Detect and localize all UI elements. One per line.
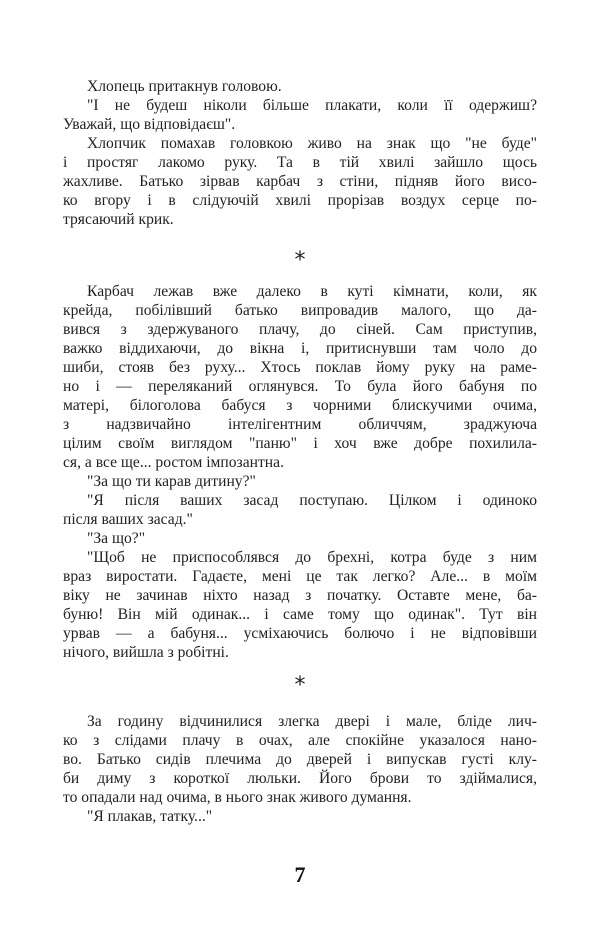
- text-line: "Я плакав, татку...": [87, 808, 213, 825]
- text-line: трясаючий крик.: [63, 211, 174, 228]
- text-line: "І не будеш ніколи більше плакати, коли її одержиш?: [87, 97, 537, 114]
- text-line: ко вгору і в слідуючій хвилі прорізав воздух серце по-: [63, 192, 537, 209]
- text-line: то опадали над очима, в нього знак живого думання.: [63, 789, 412, 806]
- section-separator-2: *: [294, 673, 306, 698]
- text-line: важко віддихаючи, до вікна і, притиснувши там чоло до: [63, 340, 537, 357]
- text-line: во. Батько сидів плечима до дверей і випускав густі клу-: [63, 751, 537, 768]
- text-line: урвав — а бабуня... усміхаючись болючо і не відповівши: [63, 625, 537, 642]
- text-line: і простяг лакомо руку. Та в тій хвилі зайшло щось: [63, 154, 537, 171]
- section-separator-1: *: [294, 248, 306, 273]
- text-line: ко з слідами плачу в очах, але спокійне указалося нано-: [63, 732, 537, 749]
- text-line: би диму з короткої люльки. Його брови то здіймалися,: [63, 770, 537, 787]
- text-line: "Щоб не приспособлявся до брехні, котра буде з ним: [87, 549, 537, 566]
- text-section-2: [63, 282, 537, 662]
- text-line: цілим своїм виглядом "паню" і хоч вже добре похилила-: [63, 435, 537, 452]
- text-line: нічого, вийшла з робітні.: [63, 644, 229, 661]
- paragraph: [63, 282, 537, 472]
- text-line: вився з здержуваного плачу, до сіней. Сам приступив,: [63, 321, 537, 338]
- text-line: буню! Він мій одинак... і саме тому що одинак". Тут він: [63, 606, 537, 623]
- text-line: Уважай, що відповідаєш".: [63, 116, 236, 133]
- text-line: "За що?": [87, 530, 146, 547]
- paragraph: [63, 472, 537, 491]
- text-line: після ваших засад.": [63, 511, 193, 528]
- text-line: Хлопець притакнув головою.: [87, 78, 282, 95]
- text-section-3: [63, 712, 537, 826]
- paragraph: [63, 491, 537, 529]
- text-line: "Я після ваших засад поступаю. Цілком і одиноко: [87, 492, 537, 509]
- text-line: ся, а все ще... ростом імпозантна.: [63, 454, 284, 471]
- text-line: крейда, побілівший батько випровадив малого, що да-: [63, 302, 537, 319]
- text-line: шиби, стояв без руху... Хтось поклав йому руку на раме-: [63, 359, 537, 376]
- paragraph: [63, 807, 537, 826]
- text-section-1: [63, 77, 537, 229]
- paragraph: [63, 77, 537, 96]
- paragraph: [63, 712, 537, 807]
- text-line: з надзвичайно інтелігентним обличчям, зраджуюча: [63, 416, 537, 433]
- paragraph: [63, 134, 537, 229]
- text-line: віку не зачинав ніхто назад з початку. Оставте мене, ба-: [63, 587, 537, 604]
- text-line: Хлопчик помахав головкою живо на знак що "не буде": [87, 135, 537, 152]
- paragraph: [63, 548, 537, 662]
- text-line: жахливе. Батько зірвав карбач з стіни, підняв його висо-: [63, 173, 537, 190]
- paragraph: [63, 529, 537, 548]
- text-line: "За що ти карав дитину?": [87, 473, 256, 490]
- text-line: но і — переляканий оглянувся. То була його бабуня по: [63, 378, 537, 395]
- text-line: матері, білоголова бабуся з чорними блискучими очима,: [63, 397, 537, 414]
- paragraph: [63, 96, 537, 134]
- page-number: 7: [294, 862, 306, 887]
- text-line: враз виростати. Гадаєте, мені це так легко? Але... в моїм: [63, 568, 537, 585]
- text-line: Карбач лежав вже далеко в куті кімнати, коли, як: [87, 283, 537, 300]
- text-line: За годину відчинилися злегка двері і мале, бліде лич-: [87, 713, 537, 730]
